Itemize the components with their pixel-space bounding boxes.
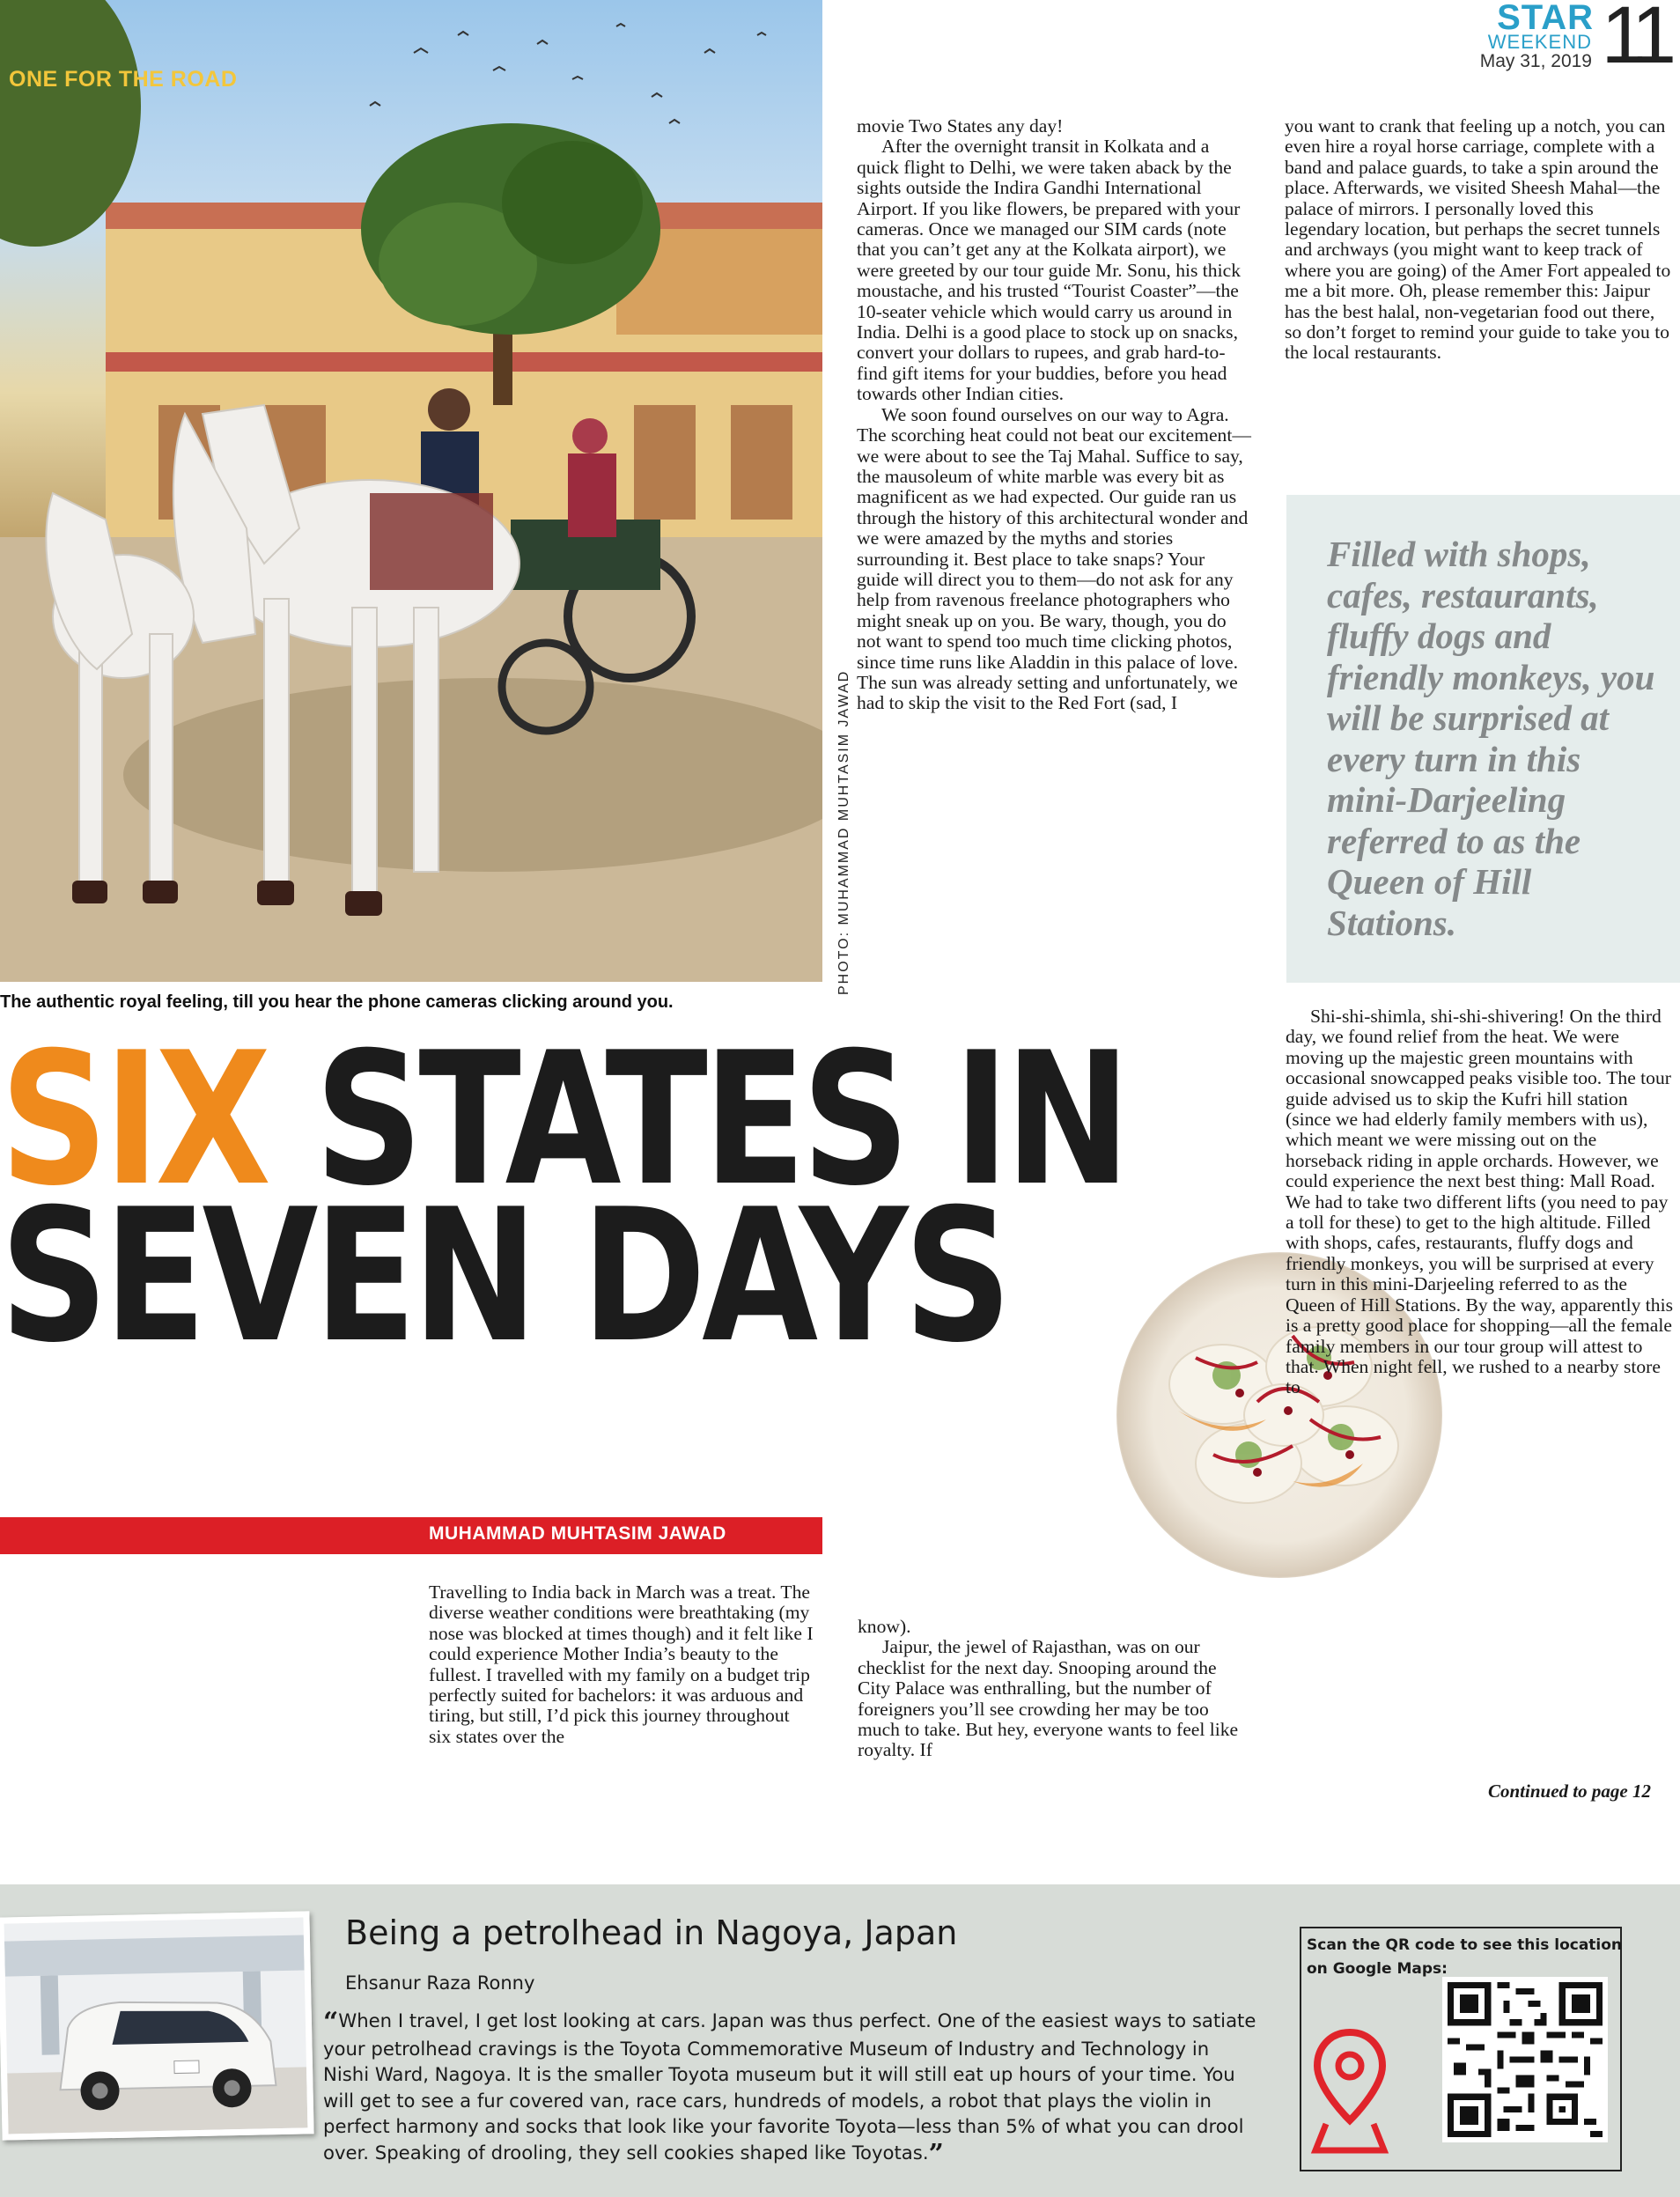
paragraph: After the overnight transit in Kolkata and a quick flight to Delhi, we were taken aback by the sights outside the Indira Gandhi International Airport. If you like flowers, be prepared with your cameras. Once we managed our SIM cards (note that you can’t get any at the Kolkata airport), we were greeted by our tour guide Mr. Sonu, his thick moustache, and his trusted “Tourist Coaster”—the 10-seater vehicle which would carry us around in India. Delhi is a good place to stock up on snacks, convert your dollars to rupees, and grab hard-to-find gift items for your buddies, before you head towards other Indian cities. (857, 136, 1241, 405)
article-intro-column (429, 1582, 816, 1747)
hero-photo-horse-carriage (0, 0, 822, 982)
paragraph: movie Two States any day! (857, 115, 1064, 136)
qr-code[interactable] (1442, 1977, 1608, 2142)
headline (0, 1014, 1127, 1383)
paragraph: you want to crank that feeling up a notch, you can even hire a royal horse carriage, complete with a band and palace guards, to take a spin around the place. Afterwards, we visited Sheesh Mahal—the palace of mirrors. I personally loved this legendary location, but perhaps the secret tunnels and archways (you might want to keep track of where you are going) of the Amer Fort appealed to me a bit more. Oh, please remember this: Jaipur has the best halal, non-vegetarian food out there, so don’t forget to remind your guide to take you to the local restaurants. (1285, 115, 1671, 364)
headline-line-2: SEVEN DAYS (0, 1170, 1008, 1383)
panel-author: Ehsanur Raza Ronny (345, 1972, 535, 1994)
panel-quote (323, 2007, 1258, 2170)
open-quote-mark: “ (323, 2007, 339, 2038)
close-quote-mark: ” (928, 2138, 944, 2170)
page-number: 11 (1601, 0, 1668, 80)
panel-quote-text: When I travel, I get lost looking at cars. Japan was thus perfect. One of the easiest ways to satiate your petrolhead cravings is the Toyota Commemorative Museum of Industry and Technology in Nishi Ward, Nagoya. It is the smaller Toyota museum but it will still eat up hours of your time. You will get to see a fur covered van, race cars, hundreds of models, a robot that plays the violin in perfect harmony and socks that look like your favorite Toyota—less than 5% of what you can drool over. Speaking of drooling, they sell cookies shaped like Toyotas. (323, 2009, 1256, 2164)
masthead-weekend: WEEKEND (1487, 31, 1592, 53)
photo-caption: The authentic royal feeling, till you hear the phone cameras clicking around you. (0, 992, 674, 1012)
headline-rest: STATES IN (267, 1014, 1127, 1227)
article-column-5 (858, 1617, 1252, 1761)
section-tag: ONE FOR THE ROAD (9, 67, 238, 92)
issue-date: May 31, 2019 (1479, 51, 1592, 71)
birds-in-sky (370, 24, 766, 123)
article-column-2 (1285, 116, 1672, 364)
map-pin-icon (1308, 2025, 1392, 2157)
paragraph: Travelling to India back in March was a treat. The diverse weather conditions were breathtaking (my nose was blocked at times though) and it felt like I could experience Mother India’s beauty to the fullest. I travelled with my family on a budget trip perfectly suited for bachelors: it was arduous and tiring, but still, I’d pick this journey throughout six states over the (429, 1581, 814, 1747)
paragraph: Jaipur, the jewel of Rajasthan, was on our checklist for the next day. Snooping around the City Palace was enthralling, but the number of foreigners you’ll see crowding her may be too much to take. But hey, everyone wants to feel like royalty. If (858, 1636, 1239, 1761)
paragraph: Shi-shi-shimla, shi-shi-shivering! On the third day, we found relief from the heat. We were moving up the majestic green mountains with occasional snowcapped peaks visible too. The tour guide advised us to skip the Kufri hill station (since we had elderly family members with us), which meant we were missing out on the horseback riding in apple orchards. However, we could experience the next best thing: Mall Road. We had to take two different lifts (you need to pay a toll for these) to get to the high altitude. Filled with shops, cafes, restaurants, fluffy dogs and friendly monkeys, you will be surprised at every turn in this mini-Darjeeling referred to as the Queen of Hill Stations. By the way, apparently this is a pretty good place for shopping—all the female family members in our tour group will attest to that. When night fell, we rushed to a nearby store to (1286, 1006, 1673, 1398)
paragraph: We soon found ourselves on our way to Agra. The scorching heat could not beat our excitement—we were about to see the Taj Mahal. Suffice to say, the mausoleum of white marble was every bit as magnificent as we had expected. Our guide ran us through the history of this architectural wonder and we were amazed by the myths and stories surrounding it. Best place to take snaps? Your guide will direct you to them—do not ask for any help from ravenous freelance photographers who might sneak up on you. Be wary, though, you do not want to spend too much time clicking photos, since time runs like Aladdin in this palace of love. The sun was already setting and unfortunately, we had to skip the visit to the Red Fort (sad, I (857, 403, 1251, 714)
masthead-star: STAR (1497, 0, 1594, 37)
horse-carriage-illustration (0, 0, 822, 982)
car-museum-illustration (4, 1917, 308, 2134)
paragraph: know). (858, 1616, 911, 1637)
panel-title: Being a petrolhead in Nagoya, Japan (345, 1913, 958, 1952)
byline: MUHAMMAD MUHTASIM JAWAD (429, 1523, 726, 1544)
headline-accent: SIX (0, 1014, 268, 1227)
continued-link[interactable]: Continued to page 12 (1488, 1780, 1651, 1802)
masthead (1470, 0, 1673, 80)
pull-quote-text: Filled with shops, cafes, restaurants, fluffy dogs and friendly monkeys, you will be surprised at every turn in this mini-Darjeeling referred to as the Queen of Hill Stations. (1327, 534, 1655, 943)
pull-quote-box (1286, 495, 1680, 983)
photo-credit: PHOTO: MUHAMMAD MUHTASIM JAWAD (836, 669, 851, 995)
article-column-1 (857, 116, 1251, 714)
toyota-van-photo (0, 1911, 314, 2140)
qr-instructions: Scan the QR code to see this location on Google Maps: (1307, 1936, 1623, 1978)
article-column-3 (1286, 1006, 1676, 1398)
